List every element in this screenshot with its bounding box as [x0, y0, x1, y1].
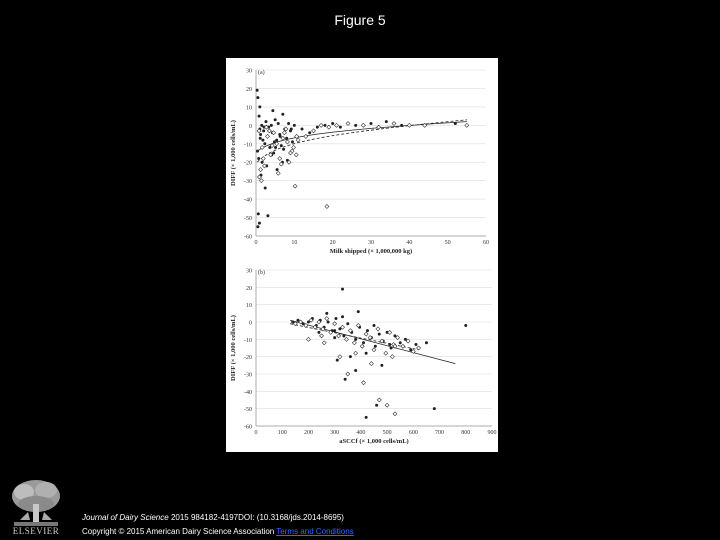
data-point-filled	[331, 122, 334, 125]
data-point-filled	[280, 144, 283, 147]
data-point-filled	[276, 168, 279, 171]
data-point-filled	[433, 407, 436, 410]
y-tick-label: -10	[244, 337, 252, 344]
y-tick-label: -60	[244, 424, 252, 431]
trend-line-dashed	[290, 324, 418, 350]
y-tick-label: -20	[244, 355, 252, 362]
figure-panel	[226, 58, 498, 452]
x-tick-label: 900	[487, 430, 497, 436]
data-point-open	[266, 134, 270, 138]
data-point-open	[372, 348, 376, 352]
y-tick-label: -40	[244, 197, 252, 204]
data-point-open	[401, 344, 405, 348]
y-tick-label: -10	[244, 142, 252, 149]
y-tick-label: -60	[244, 234, 252, 241]
x-tick-label: 300	[330, 430, 340, 436]
y-tick-label: -20	[244, 160, 252, 167]
data-point-filled	[325, 312, 328, 315]
data-point-filled	[274, 146, 277, 149]
data-point-filled	[317, 331, 320, 334]
data-point-open	[393, 412, 397, 416]
data-point-open	[385, 403, 389, 407]
data-point-filled	[270, 124, 273, 127]
y-axis-label: DIFF (× 1,000 cells/mL)	[230, 120, 237, 186]
data-point-open	[377, 125, 381, 129]
data-point-filled	[339, 126, 342, 129]
x-tick-label: 0	[254, 430, 258, 436]
y-tick-label: -50	[244, 216, 252, 223]
data-point-open	[259, 179, 263, 183]
data-point-open	[361, 123, 365, 127]
data-point-filled	[316, 126, 319, 129]
data-point-filled	[290, 128, 293, 131]
data-point-filled	[262, 129, 265, 132]
y-tick-label: -50	[244, 407, 252, 414]
data-point-filled	[349, 355, 352, 358]
elsevier-logo-text: ELSEVIER	[12, 526, 60, 536]
data-point-filled	[385, 120, 388, 123]
y-tick-label: -30	[244, 179, 252, 186]
x-tick-label: 60	[483, 240, 489, 246]
x-tick-label: 400	[356, 430, 366, 436]
data-point-filled	[425, 341, 428, 344]
data-point-filled	[257, 212, 260, 215]
data-point-filled	[259, 137, 262, 140]
data-point-filled	[342, 334, 345, 337]
y-tick-label: 0	[249, 320, 252, 327]
data-point-filled	[366, 329, 369, 332]
data-point-open	[319, 123, 323, 127]
data-point-open	[333, 322, 337, 326]
data-point-filled	[256, 89, 259, 92]
journal-name: Journal of Dairy Science	[82, 513, 169, 522]
data-point-open	[294, 153, 298, 157]
data-point-open	[344, 337, 348, 341]
data-point-filled	[334, 317, 337, 320]
x-tick-label: 50	[444, 240, 451, 246]
data-point-filled	[257, 157, 260, 160]
data-point-open	[407, 123, 411, 127]
data-point-filled	[373, 324, 376, 327]
x-tick-label: 0	[254, 240, 258, 246]
data-point-open	[264, 125, 268, 129]
data-point-filled	[354, 369, 357, 372]
data-point-filled	[327, 321, 330, 324]
data-point-open	[304, 134, 308, 138]
data-point-filled	[375, 404, 378, 407]
data-point-open	[337, 334, 341, 338]
data-point-open	[267, 129, 271, 133]
data-point-filled	[256, 225, 259, 228]
data-point-open	[338, 355, 342, 359]
data-point-open	[362, 381, 366, 385]
x-tick-label: 200	[303, 430, 313, 436]
data-point-filled	[258, 115, 261, 118]
data-point-filled	[274, 118, 277, 121]
y-tick-label: 20	[246, 86, 252, 93]
y-tick-label: 30	[246, 68, 252, 75]
data-point-filled	[399, 341, 402, 344]
x-axis-label: Milk shipped (× 1,000,000 kg)	[329, 248, 413, 255]
data-point-filled	[324, 124, 327, 127]
data-point-filled	[380, 364, 383, 367]
data-point-filled	[354, 338, 357, 341]
y-tick-label: -30	[244, 372, 252, 379]
data-point-open	[261, 157, 265, 161]
data-point-filled	[374, 345, 377, 348]
data-point-filled	[258, 222, 261, 225]
y-axis-label: DIFF (× 1,000 cells/mL)	[230, 315, 237, 381]
data-point-filled	[362, 341, 365, 344]
data-point-open	[276, 171, 280, 175]
data-point-filled	[293, 124, 296, 127]
panel-label: (b)	[258, 270, 265, 276]
data-point-open	[360, 344, 364, 348]
citation	[82, 513, 344, 522]
data-point-filled	[370, 122, 373, 125]
data-point-filled	[378, 333, 381, 336]
data-point-filled	[464, 324, 467, 327]
data-point-open	[306, 337, 310, 341]
data-point-open	[293, 184, 297, 188]
data-point-filled	[261, 139, 264, 142]
data-point-filled	[291, 140, 294, 143]
data-point-open	[278, 157, 282, 161]
data-point-open	[346, 121, 350, 125]
terms-and-conditions-link[interactable]: Terms and Conditions	[276, 527, 354, 536]
data-point-filled	[256, 150, 259, 153]
data-point-open	[377, 398, 381, 402]
data-point-filled	[388, 343, 391, 346]
data-point-open	[388, 330, 392, 334]
y-tick-label: 0	[249, 123, 252, 130]
y-tick-label: -40	[244, 389, 252, 396]
data-point-filled	[454, 122, 457, 125]
data-point-filled	[336, 359, 339, 362]
data-point-open	[285, 140, 289, 144]
x-tick-label: 30	[368, 240, 374, 246]
data-point-filled	[281, 113, 284, 116]
data-point-open	[376, 327, 380, 331]
x-tick-label: 600	[408, 430, 418, 436]
data-point-filled	[344, 378, 347, 381]
data-point-open	[322, 341, 326, 345]
data-point-open	[369, 362, 373, 366]
data-point-open	[417, 346, 421, 350]
data-point-open	[262, 164, 266, 168]
data-point-filled	[341, 315, 344, 318]
data-point-open	[346, 372, 350, 376]
slide-title: Figure 5	[334, 12, 386, 28]
data-point-filled	[301, 128, 304, 131]
data-point-filled	[333, 336, 336, 339]
figure-svg	[226, 58, 498, 452]
x-tick-label: 800	[461, 430, 471, 436]
data-point-open	[352, 341, 356, 345]
data-point-open	[335, 123, 339, 127]
data-point-filled	[365, 352, 368, 355]
data-point-open	[312, 129, 316, 133]
x-tick-label: 500	[382, 430, 392, 436]
data-point-filled	[263, 142, 266, 145]
panel-label: (a)	[258, 70, 265, 76]
data-point-open	[259, 168, 263, 172]
data-point-open	[325, 317, 329, 321]
data-point-open	[392, 121, 396, 125]
data-point-filled	[400, 124, 403, 127]
data-point-filled	[256, 96, 259, 99]
x-tick-label: 10	[291, 240, 298, 246]
data-point-open	[465, 123, 469, 127]
y-tick-label: 20	[246, 285, 252, 292]
data-point-filled	[266, 214, 269, 217]
x-tick-label: 100	[277, 430, 287, 436]
data-point-filled	[282, 148, 285, 151]
data-point-filled	[308, 131, 311, 134]
data-point-filled	[279, 135, 282, 138]
data-point-open	[325, 204, 329, 208]
x-tick-label: 700	[435, 430, 445, 436]
data-point-filled	[414, 343, 417, 346]
data-point-filled	[264, 120, 267, 123]
y-tick-label: 30	[246, 268, 252, 275]
data-point-filled	[259, 133, 262, 136]
data-point-filled	[285, 137, 288, 140]
data-point-filled	[354, 124, 357, 127]
y-tick-label: 10	[246, 105, 252, 112]
copyright-text: Copyright © 2015 American Dairy Science Association	[82, 527, 275, 536]
data-point-open	[354, 351, 358, 355]
data-point-open	[327, 125, 331, 129]
data-point-filled	[261, 161, 264, 164]
data-point-filled	[365, 416, 368, 419]
data-point-filled	[271, 109, 274, 112]
data-point-open	[364, 332, 368, 336]
y-tick-label: 10	[246, 303, 252, 310]
x-axis-label: aSCCf (× 1,000 cells/mL)	[339, 438, 409, 445]
copyright-line	[82, 527, 354, 536]
data-point-open	[384, 351, 388, 355]
data-point-filled	[357, 310, 360, 313]
data-point-filled	[264, 187, 267, 190]
data-point-filled	[258, 105, 261, 108]
data-point-filled	[341, 288, 344, 291]
data-point-filled	[390, 347, 393, 350]
data-point-filled	[346, 322, 349, 325]
x-tick-label: 40	[406, 240, 413, 246]
data-point-filled	[333, 329, 336, 332]
citation-details: 2015 984182-4197DOI: (10.3168/jds.2014-8695)	[168, 513, 344, 522]
data-point-open	[390, 355, 394, 359]
x-tick-label: 20	[329, 240, 336, 246]
data-point-open	[320, 334, 324, 338]
data-point-filled	[277, 122, 280, 125]
data-point-filled	[287, 122, 290, 125]
